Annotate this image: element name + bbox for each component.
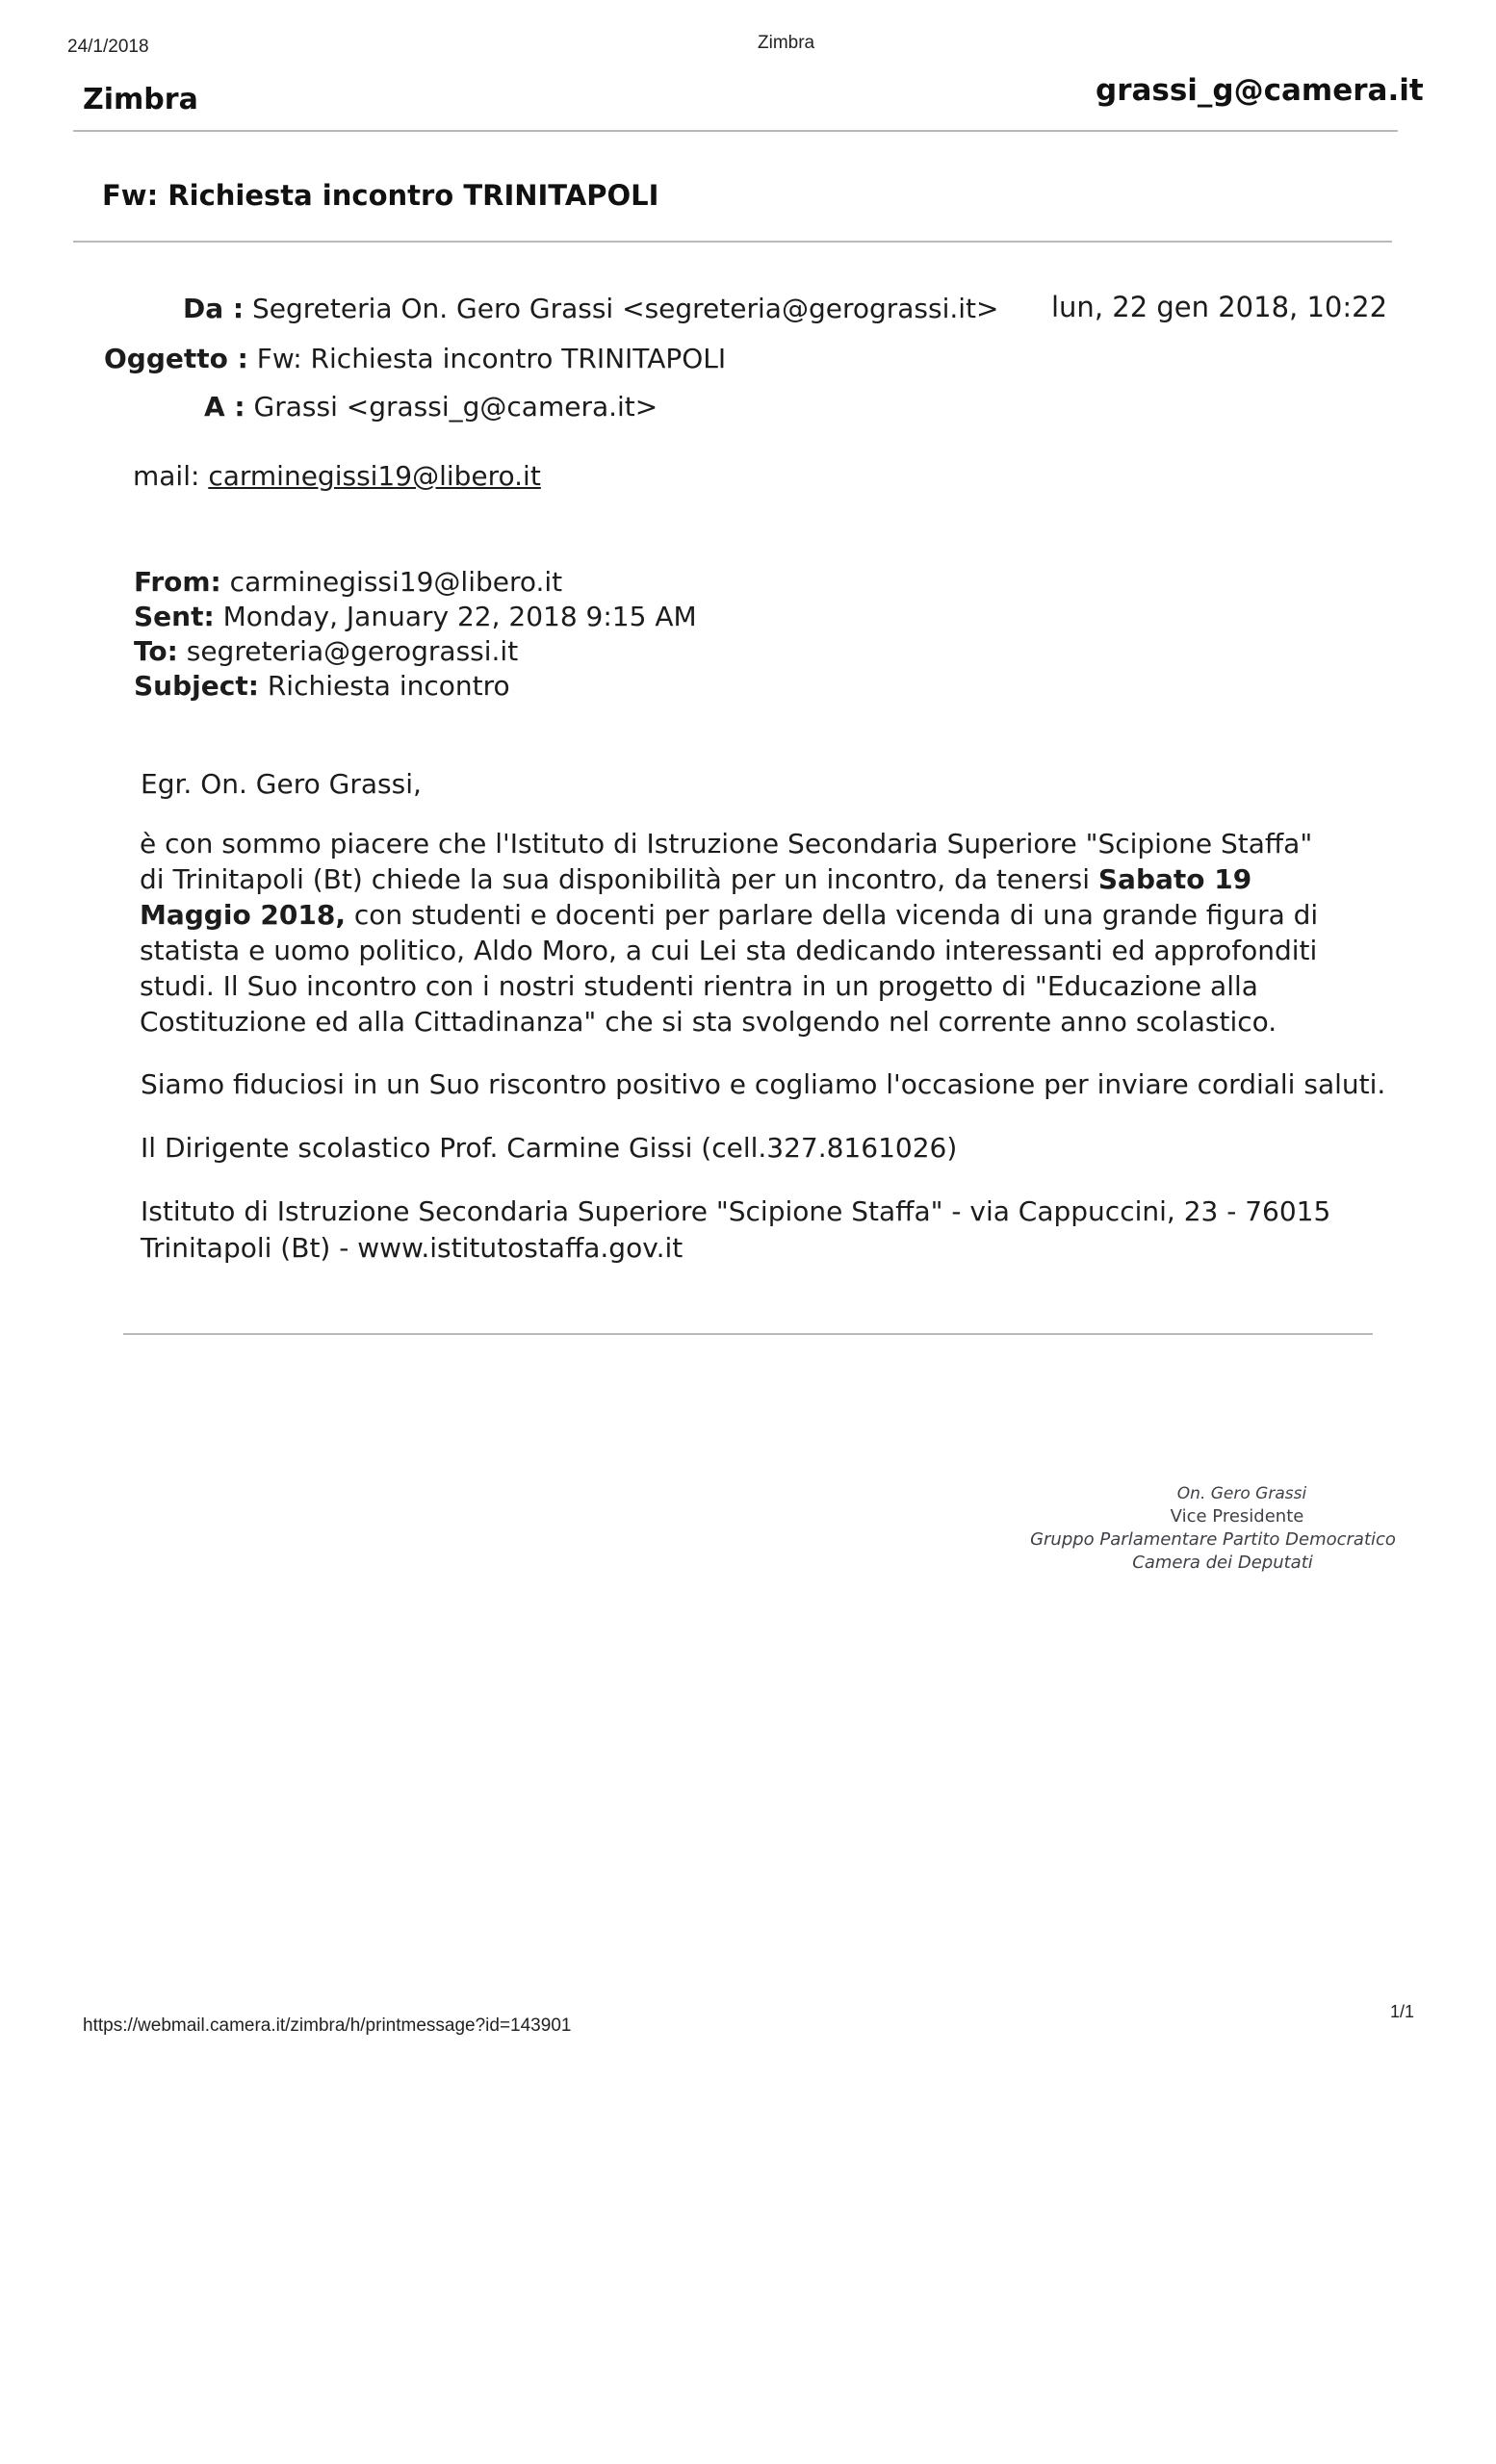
- header-to-label: A :: [204, 391, 245, 423]
- body-paragraph-part2: con studenti e docenti per parlare della vicenda di una grande figura di statista e uomo politico, Aldo Moro, a cui Lei sta dedicando interessanti ed approfonditi studi. Il Suo incontro con i nostri studenti rientra in un progetto di "Educazione alla Costituzione ed alla Cittadinanza" che si sta svolgendo nel corrente anno scolastico.: [140, 899, 1319, 1038]
- institute-address-line-2: Trinitapoli (Bt) - www.istitutostaffa.gov.it: [141, 1232, 684, 1264]
- header-date: lun, 22 gen 2018, 10:22: [1051, 291, 1388, 323]
- forwarded-subject-label: Subject:: [134, 670, 259, 702]
- divider-bottom: [123, 1333, 1373, 1335]
- forwarded-from: [134, 566, 562, 598]
- mail-prefix: mail:: [133, 460, 209, 492]
- forwarded-sent: [134, 601, 697, 632]
- institute-address-line-1: Istituto di Istruzione Secondaria Superiore "Scipione Staffa" - via Cappuccini, 23 - 76015: [141, 1195, 1331, 1227]
- header-from-value: Segreteria On. Gero Grassi <segreteria@gerograssi.it>: [252, 293, 999, 324]
- forwarded-to: [134, 635, 518, 667]
- header-subject-label: Oggetto :: [104, 343, 248, 374]
- forwarded-subject-value: Richiesta incontro: [267, 670, 510, 702]
- header-from: [183, 293, 998, 324]
- mail-line: [133, 460, 541, 492]
- body-paragraph: [140, 826, 1338, 1040]
- header-subject-value: Fw: Richiesta incontro TRINITAPOLI: [256, 343, 727, 374]
- divider-header: [73, 241, 1392, 243]
- footer-page-number: 1/1: [1390, 2002, 1415, 2021]
- greeting: Egr. On. Gero Grassi,: [141, 768, 422, 800]
- print-app-name: Zimbra: [758, 33, 815, 53]
- body-paragraph-part1: è con sommo piacere che l'Istituto di Istruzione Secondaria Superiore "Scipione Staffa" di Trinitapoli (Bt) chiede la sua disponibilità per un incontro, da tenersi: [140, 828, 1313, 895]
- app-name: Zimbra: [83, 83, 198, 116]
- mail-link[interactable]: carminegissi19@libero.it: [208, 460, 541, 492]
- message-title: Fw: Richiesta incontro TRINITAPOLI: [102, 179, 659, 212]
- official-stamp: [963, 1482, 1463, 1575]
- forwarded-sent-value: Monday, January 22, 2018 9:15 AM: [222, 601, 697, 632]
- forwarded-to-label: To:: [134, 635, 178, 667]
- body-paragraph-date: Sabato 19 Maggio 2018,: [140, 863, 1252, 931]
- footer-url: https://webmail.camera.it/zimbra/h/printmessage?id=143901: [83, 2015, 572, 2036]
- stamp-chamber: Camera dei Deputati: [1132, 1553, 1313, 1573]
- stamp-role: Vice Presidente: [1170, 1506, 1304, 1527]
- forwarded-from-label: From:: [134, 566, 221, 598]
- header-to-value: Grassi <grassi_g@camera.it>: [253, 391, 658, 423]
- print-date: 24/1/2018: [67, 37, 149, 57]
- closing-line: Siamo fiduciosi in un Suo riscontro positivo e cogliamo l'occasione per inviare cordiali saluti.: [141, 1068, 1386, 1100]
- stamp-group: Gruppo Parlamentare Partito Democratico: [1030, 1529, 1396, 1550]
- forwarded-sent-label: Sent:: [134, 601, 215, 632]
- forwarded-to-value: segreteria@gerograssi.it: [186, 635, 519, 667]
- header-from-label: Da :: [183, 293, 245, 324]
- header-subject: [104, 343, 726, 374]
- signature-line: Il Dirigente scolastico Prof. Carmine Gissi (cell.327.8161026): [141, 1132, 958, 1164]
- stamp-name: On. Gero Grassi: [1176, 1484, 1307, 1503]
- account-email: grassi_g@camera.it: [1096, 73, 1424, 108]
- header-to: [204, 391, 658, 423]
- divider-top: [73, 130, 1398, 132]
- forwarded-subject: [134, 670, 510, 702]
- forwarded-from-value: carminegissi19@libero.it: [229, 566, 563, 598]
